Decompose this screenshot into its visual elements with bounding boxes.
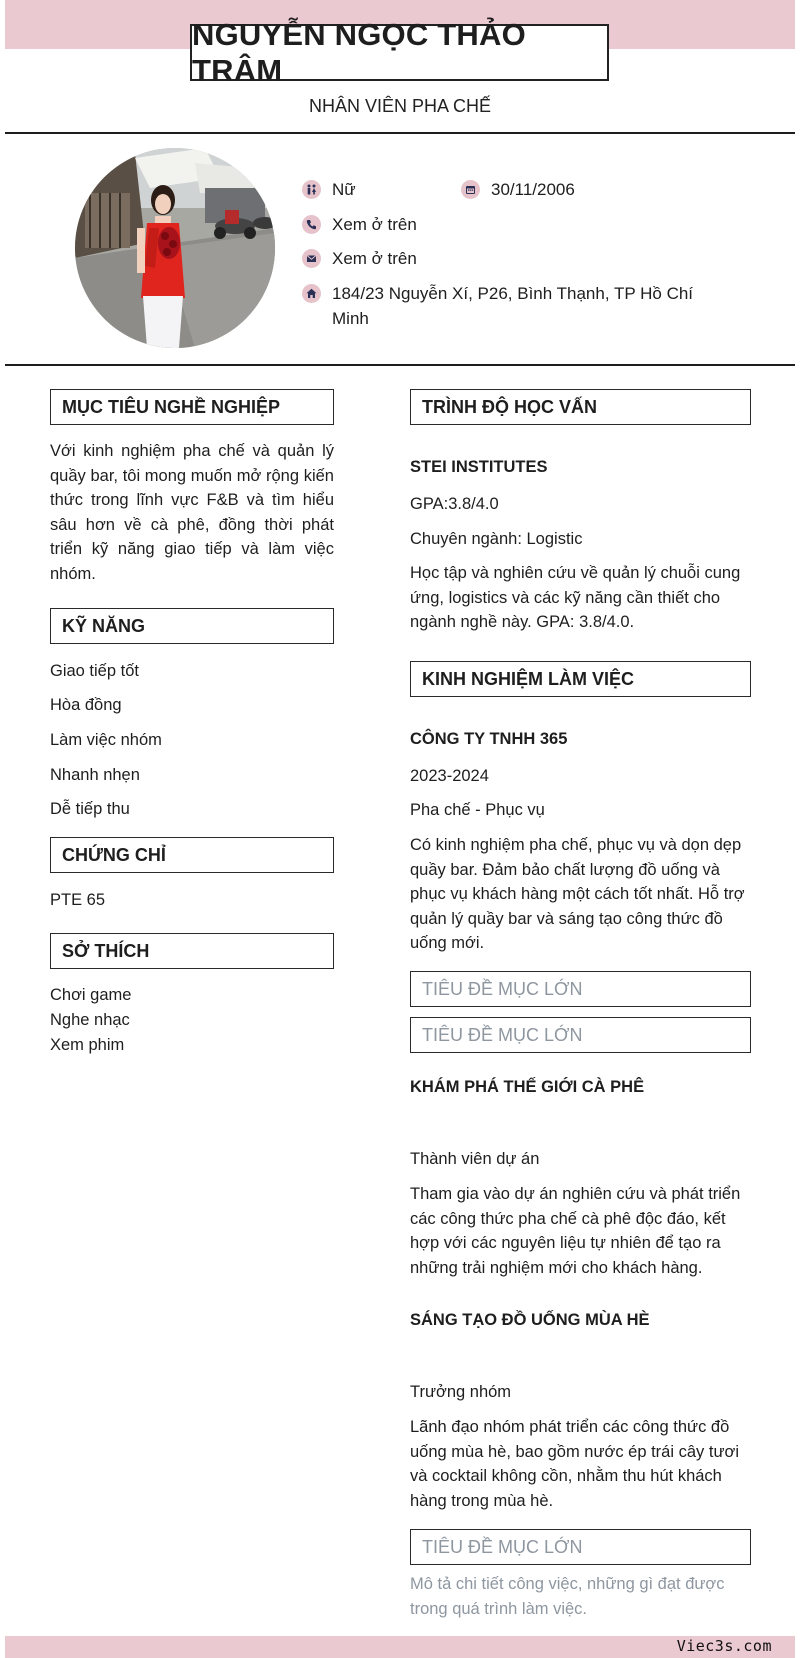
certs-heading: CHỨNG CHỈ xyxy=(50,837,334,873)
avatar-photo xyxy=(75,148,275,348)
hobby-item: Chơi game xyxy=(50,986,132,1004)
skill-item: Nhanh nhẹn xyxy=(50,766,140,784)
avatar xyxy=(75,148,275,348)
skills-heading: KỸ NĂNG xyxy=(50,608,334,644)
hobby-item: Xem phim xyxy=(50,1036,125,1054)
skill-item: Làm việc nhóm xyxy=(50,731,162,749)
project-title: SÁNG TẠO ĐỒ UỐNG MÙA HÈ xyxy=(410,1311,650,1329)
watermark: Viec3s.com xyxy=(676,1637,772,1655)
placeholder-heading-2: TIÊU ĐỀ MỤC LỚN xyxy=(410,1017,751,1053)
calendar-icon xyxy=(461,180,480,199)
address-item xyxy=(302,281,702,331)
school-name: STEI INSTITUTES xyxy=(410,458,548,476)
divider-info xyxy=(5,364,795,366)
education-heading: TRÌNH ĐỘ HỌC VẤN xyxy=(410,389,751,425)
company-name: CÔNG TY TNHH 365 xyxy=(410,730,568,748)
experience-description: Có kinh nghiệm pha chế, phục vụ và dọn dẹp quầy bar. Đảm bảo chất lượng đồ uống và phục vụ khách hàng một cách tốt nhất. Hỗ trợ quản lý quầy bar và sáng tạo công thức đồ uống mới. xyxy=(410,836,745,952)
job-title: NHÂN VIÊN PHA CHẾ xyxy=(308,96,492,116)
placeholder-description: Mô tả chi tiết công việc, những gì đạt được trong quá trình làm việc. xyxy=(410,1575,725,1618)
project-role: Trưởng nhóm xyxy=(410,1383,512,1401)
education-gpa: GPA:3.8/4.0 xyxy=(410,495,499,513)
email-item xyxy=(302,246,417,271)
birthday-value: 30/11/2006 xyxy=(491,180,575,199)
experience-heading: KINH NGHIỆM LÀM VIỆC xyxy=(410,661,751,697)
placeholder-heading-3: TIÊU ĐỀ MỤC LỚN xyxy=(410,1529,751,1565)
hobbies-heading: SỞ THÍCH xyxy=(50,933,334,969)
phone-item xyxy=(302,212,417,237)
home-icon xyxy=(302,284,321,303)
education-major: Chuyên ngành: Logistic xyxy=(410,530,583,548)
address-value: 184/23 Nguyễn Xí, P26, Bình Thạnh, TP Hồ Chí Minh xyxy=(332,284,694,328)
project-role: Thành viên dự án xyxy=(410,1150,540,1168)
skill-item: Giao tiếp tốt xyxy=(50,662,139,680)
project-description: Tham gia vào dự án nghiên cứu và phát triển các công thức pha chế cà phê độc đáo, kết hợp với các nguyên liệu tự nhiên để tạo ra những trải nghiệm mới cho khách hàng. xyxy=(410,1185,741,1277)
hobby-item: Nghe nhạc xyxy=(50,1011,130,1029)
skill-item: Dễ tiếp thu xyxy=(50,800,130,818)
email-value: Xem ở trên xyxy=(332,249,417,268)
gender-item xyxy=(302,177,356,202)
candidate-name: NGUYỄN NGỌC THẢO TRÂM xyxy=(190,24,609,81)
objective-heading: MỤC TIÊU NGHỀ NGHIỆP xyxy=(50,389,334,425)
cert-item: PTE 65 xyxy=(50,891,106,909)
experience-role: Pha chế - Phục vụ xyxy=(410,801,545,819)
gender-value: Nữ xyxy=(332,180,356,199)
skill-item: Hòa đồng xyxy=(50,696,122,714)
gender-icon xyxy=(302,180,321,199)
phone-icon xyxy=(302,215,321,234)
education-description: Học tập và nghiên cứu về quản lý chuỗi cung ứng, logistics và các kỹ năng cần thiết cho ngành nghề này. GPA: 3.8/4.0. xyxy=(410,564,741,631)
phone-value: Xem ở trên xyxy=(332,215,417,234)
email-icon xyxy=(302,249,321,268)
project-title: KHÁM PHÁ THẾ GIỚI CÀ PHÊ xyxy=(410,1078,645,1096)
experience-period: 2023-2024 xyxy=(410,767,489,785)
placeholder-heading-1: TIÊU ĐỀ MỤC LỚN xyxy=(410,971,751,1007)
objective-text: Với kinh nghiệm pha chế và quản lý quầy bar, tôi mong muốn mở rộng kiến thức trong lĩnh vực F&B và tìm hiểu sâu hơn về cà phê, đồng thời phát triển kỹ năng giao tiếp và làm việc nhóm. xyxy=(50,442,334,583)
project-description: Lãnh đạo nhóm phát triển các công thức đồ uống mùa hè, bao gồm nước ép trái cây tươi và cocktail không cồn, nhằm thu hút khách hàng trong mùa hè. xyxy=(410,1418,739,1510)
birthday-item xyxy=(461,177,575,202)
divider-top xyxy=(5,132,795,134)
